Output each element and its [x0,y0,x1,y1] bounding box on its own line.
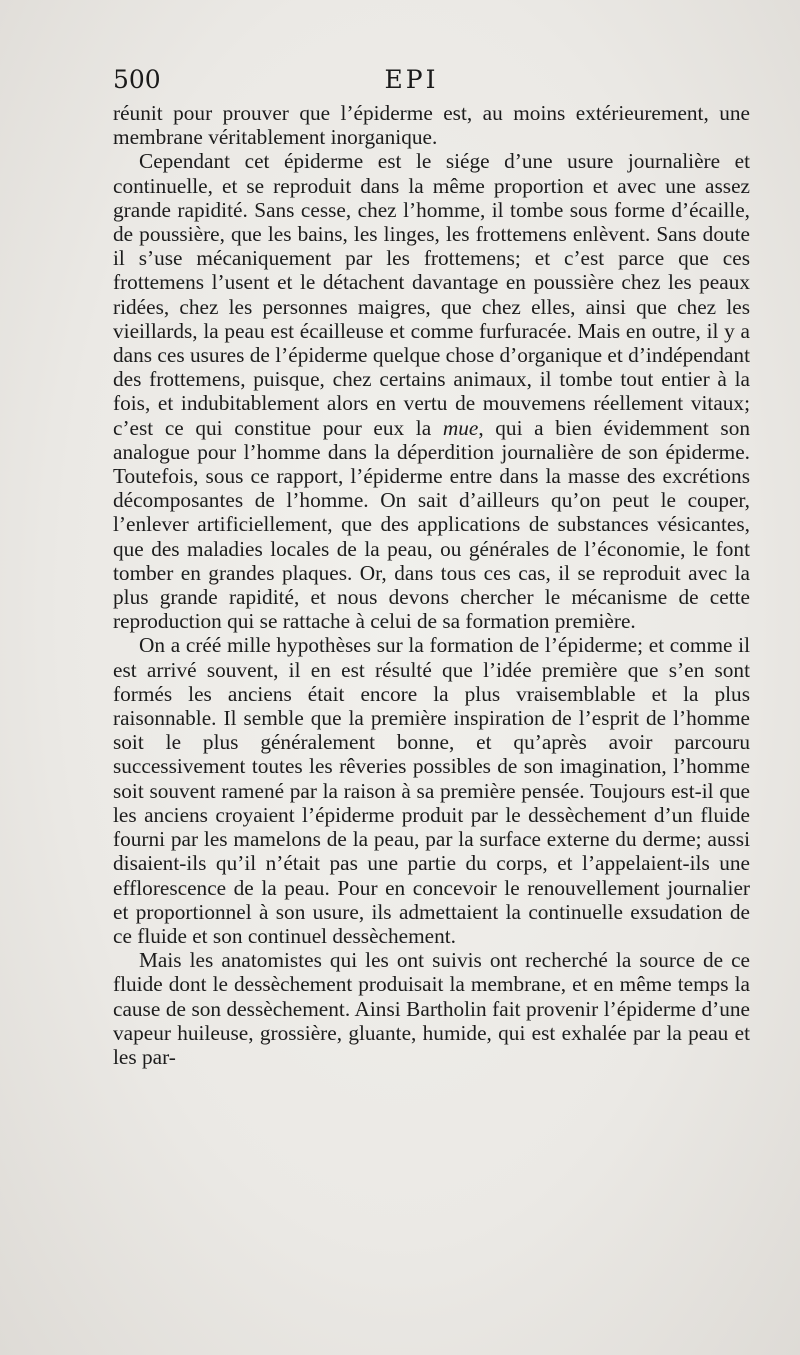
running-head: EPI [384,65,439,94]
paragraph-2 [113,149,750,633]
paragraph-2-italic-term: mue [442,415,479,440]
paragraph-3: On a créé mille hypothèses sur la formation de l’épiderme; et comme il est arrivé souvent, il en est résulté que l’idée première que s’en sont formés les anciens était encore la plus vraisemblable et la plus raisonnable. Il semble que la première inspiration de l’esprit de l’homme soit le plus généralement bonne, et qu’après avoir parcouru successivement toutes les rêveries possibles de son imagination, l’homme soit souvent ramené par la raison à sa première pensée. Toujours est-il que les anciens croyaient l’épiderme produit par le dessèchement d’un fluide fourni par les mamelons de la peau, par la surface externe du derme; aussi disaient-ils qu’il n’était pas une partie du corps, et l’appelaient-ils une efflorescence de la peau. Pour en concevoir le renouvellement journalier et proportionnel à son usure, ils admettaient la continuelle exsudation de ce fluide et son continuel dessèchement. [113,633,750,948]
page-number: 500 [113,65,161,94]
paragraph-2-part-1: Cependant cet épiderme est le siége d’une usure journalière et continuelle, et se reproduit dans la même proportion et avec une assez grande rapidité. Sans cesse, chez l’homme, il tombe sous forme d’écaille, de poussière, que les bains, les linges, les frottemens enlèvent. Sans doute il s’use mécaniquement par les frottemens; et c’est parce que ces frottemens l’usent et le détachent davantage en poussière chez les peaux ridées, chez les personnes maigres, que chez elles, ainsi que chez les vieillards, la peau est écailleuse et comme furfuracée. Mais en outre, il y a dans ces usures de l’épiderme quelque chose d’organique et d’indépendant des frottemens, puisque, chez certains animaux, il tombe tout entier à la fois, et indubitablement alors en vertu de mouvemens réellement vitaux; c’est ce qui constitue pour eux la [113,149,750,440]
paragraph-2-part-2: , qui a bien évidemment son analogue pour l’homme dans la déperdition journalière de son épiderme. Toutefois, sous ce rapport, l’épiderme entre dans la masse des excrétions décomposantes de l’homme. On sait d’ailleurs qu’on peut le couper, l’enlever artificiellement, que des applications de substances vésicantes, que des maladies locales de la peau, ou générales de l’économie, le font tomber en grandes plaques. Or, dans tous ces cas, il se reproduit avec la plus grande rapidité, et nous devons chercher le mécanisme de cette reproduction qui se rattache à celui de sa formation première. [113,415,750,634]
page-header [113,62,750,98]
paragraph-1: réunit pour prouver que l’épiderme est, au moins extérieurement, une membrane véritablement inorganique. [113,101,750,150]
paragraph-4: Mais les anatomistes qui les ont suivis ont recherché la source de ce fluide dont le dessèchement produisait la membrane, et en même temps la cause de son dessèchement. Ainsi Bartholin fait provenir l’épiderme d’une vapeur huileuse, grossière, gluante, humide, qui est exhalée par la peau et les par- [113,948,750,1069]
body-text [113,101,750,1069]
